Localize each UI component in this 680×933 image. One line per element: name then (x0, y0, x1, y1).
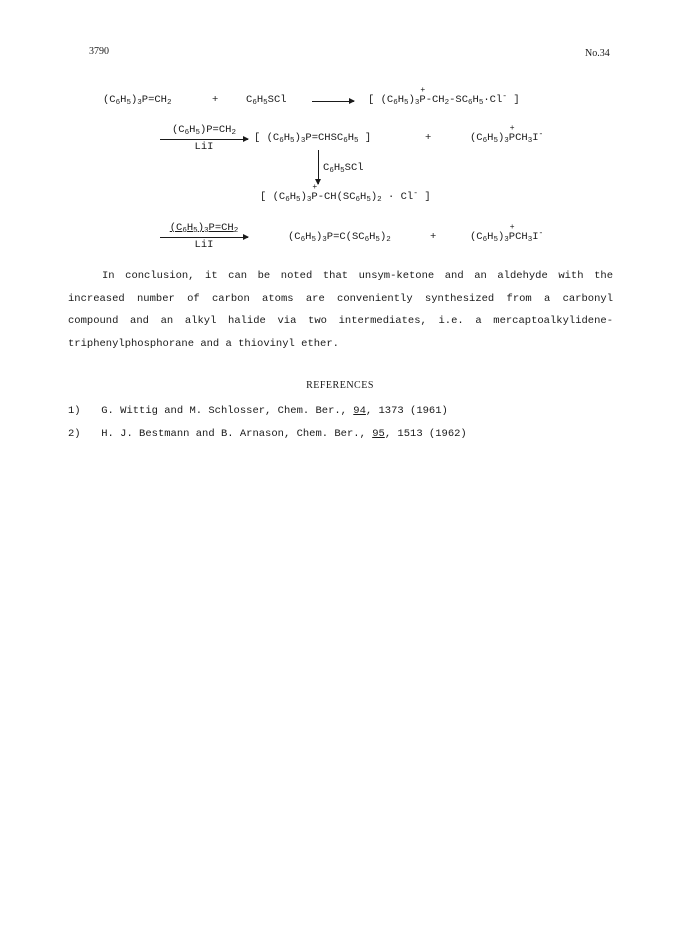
paragraph-line: triphenylphosphorane and a thiovinyl ether. (68, 337, 339, 350)
reference-item (68, 428, 467, 440)
reactant-sulfenyl-chloride: $C_6H_5SCl$ (246, 94, 287, 107)
reference-authors: H. J. Bestmann and B. Arnason, Chem. Ber., (101, 428, 366, 440)
byproduct-methyl-phosphonium-iodide: $(C_6H_5)_3$ + $PCH_3I^-$ (470, 124, 544, 145)
reactant-ylide: $(C_6H_5)_3P=CH_2$ (103, 94, 172, 107)
reagent-under-arrow: LiI (194, 141, 214, 153)
vertical-reaction-arrow (318, 150, 319, 184)
conclusion-paragraph (68, 265, 613, 355)
product-bis-thio-phosphonium-salt: [ $(C_6H_5)_3$ + $P-CH(SC_6H_5)_2 \cdot Cl^-$ ] (260, 183, 431, 204)
reference-number: 2) (68, 428, 81, 440)
reagent-sulfenyl-chloride: $C_6H_5SCl$ (323, 162, 364, 175)
reaction-arrow (312, 101, 354, 102)
reference-item (68, 405, 448, 417)
reference-volume: 95 (372, 428, 385, 440)
reference-pages-year: , 1513 (1962) (384, 428, 467, 440)
product-ylide-sulfide: [ $(C_6H_5)_3P=CHSC_6H_5$ ] (254, 132, 372, 145)
paragraph-line: increased number of carbon atoms are conveniently synthesized from a carbonyl (68, 292, 613, 305)
reference-volume: 94 (353, 405, 366, 417)
reagent-under-arrow: LiI (194, 239, 214, 251)
reagent-over-arrow: $(C_6H_5)P=CH_2$ (172, 124, 236, 137)
references-heading: REFERENCES (306, 380, 374, 391)
reaction-arrow (160, 237, 248, 238)
plus-sign: + (425, 132, 432, 144)
paragraph-line: compound and an alkyl halide via two intermediates, i.e. a mercaptoalkylidene- (68, 315, 613, 327)
byproduct-methyl-phosphonium-iodide: $(C_6H_5)_3$ + $PCH_3I^-$ (470, 223, 544, 244)
reaction-arrow (160, 139, 248, 140)
plus-sign: + (430, 231, 437, 243)
product-phosphonium-salt: [ $(C_6H_5)_3$ + $P-CH_2-SC_6H_5\cdot Cl^-$ ] (368, 86, 520, 107)
reagent-over-arrow: $(C_6H_5)_3P=CH_2$ (169, 222, 239, 235)
reference-pages-year: , 1373 (1961) (365, 405, 448, 417)
product-bis-thio-ylide: $(C_6H_5)_3P=C(SC_6H_5)_2$ (288, 231, 391, 244)
reference-number: 1) (68, 405, 81, 417)
page-number: 3790 (89, 46, 109, 57)
paragraph-line: In conclusion, it can be noted that unsym-ketone and an aldehyde with the (102, 270, 613, 282)
plus-sign: + (212, 94, 219, 106)
reference-authors: G. Wittig and M. Schlosser, Chem. Ber., (101, 405, 347, 417)
issue-number: No.34 (585, 48, 610, 59)
